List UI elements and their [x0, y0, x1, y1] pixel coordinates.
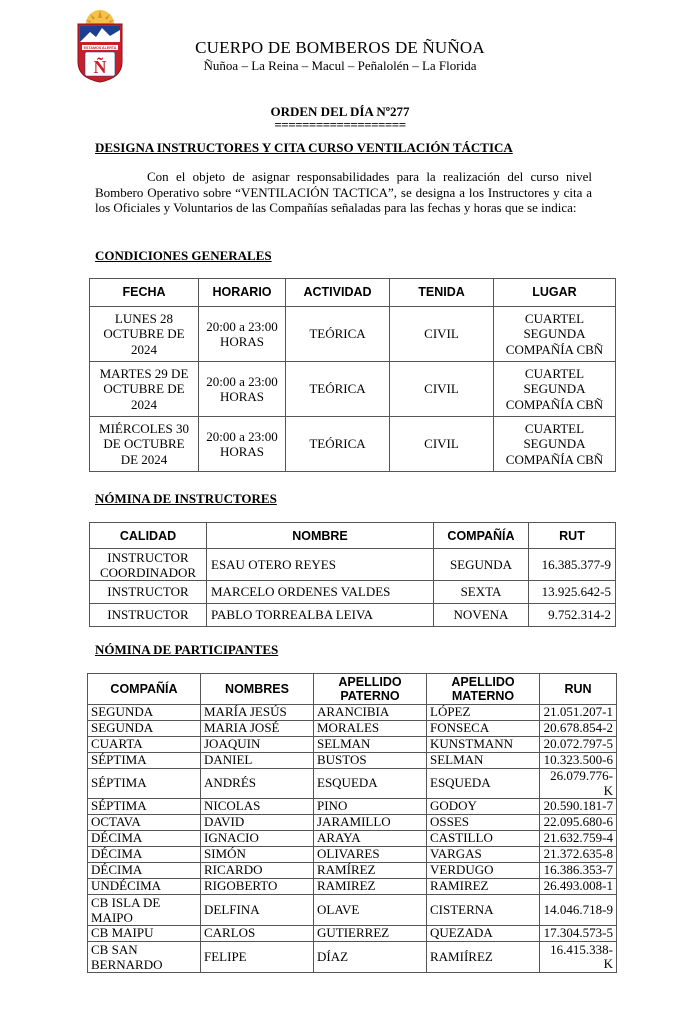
cell-compania: SEGUNDA	[434, 549, 529, 581]
cell-actividad: TEÓRICA	[286, 362, 390, 417]
cell-lugar: CUARTEL SEGUNDA COMPAÑÍA CBÑ	[494, 417, 616, 472]
cell-apellido-materno: SELMAN	[427, 753, 540, 769]
order-rule: ===================	[274, 117, 406, 132]
cell-compania: CB MAIPU	[88, 926, 201, 942]
cell-lugar: CUARTEL SEGUNDA COMPAÑÍA CBÑ	[494, 362, 616, 417]
conditions-heading: CONDICIONES GENERALES	[95, 248, 272, 263]
participants-table	[87, 673, 617, 973]
col-tenida: TENIDA	[390, 279, 494, 307]
cell-nombre: MARCELO ORDENES VALDES	[207, 581, 434, 604]
cell-horario: 20:00 a 23:00 HORAS	[199, 417, 286, 472]
cell-calidad: INSTRUCTOR COORDINADOR	[90, 549, 207, 581]
cell-run: 22.095.680-6	[540, 815, 617, 831]
table-row	[88, 721, 617, 737]
cell-compania: DÉCIMA	[88, 847, 201, 863]
cell-apellido-materno: VARGAS	[427, 847, 540, 863]
cell-apellido-paterno: MORALES	[314, 721, 427, 737]
table-row	[88, 799, 617, 815]
cell-nombres: DAVID	[201, 815, 314, 831]
cell-run: 14.046.718-9	[540, 895, 617, 926]
participants-body	[88, 705, 617, 973]
cell-compania: UNDÉCIMA	[88, 879, 201, 895]
table-header-row	[90, 523, 616, 549]
cell-apellido-paterno: OLAVE	[314, 895, 427, 926]
cell-calidad: INSTRUCTOR	[90, 581, 207, 604]
col-run: RUN	[540, 674, 617, 705]
table-row	[88, 705, 617, 721]
cell-apellido-paterno: ARANCIBIA	[314, 705, 427, 721]
cell-apellido-paterno: JARAMILLO	[314, 815, 427, 831]
cell-apellido-paterno: ARAYA	[314, 831, 427, 847]
cell-apellido-materno: RAMIREZ	[427, 879, 540, 895]
cell-run: 20.072.797-5	[540, 737, 617, 753]
cell-horario: 20:00 a 23:00 HORAS	[199, 307, 286, 362]
cell-nombres: IGNACIO	[201, 831, 314, 847]
cell-tenida: CIVIL	[390, 362, 494, 417]
cell-run: 20.590.181-7	[540, 799, 617, 815]
cell-rut: 9.752.314-2	[529, 604, 616, 627]
cell-apellido-paterno: RAMIREZ	[314, 879, 427, 895]
cell-apellido-materno: FONSECA	[427, 721, 540, 737]
table-row	[88, 863, 617, 879]
cell-nombre: PABLO TORREALBA LEIVA	[207, 604, 434, 627]
subject-heading: DESIGNA INSTRUCTORES Y CITA CURSO VENTILACIÓN TÁCTICA	[95, 140, 513, 155]
cell-actividad: TEÓRICA	[286, 307, 390, 362]
instructors-heading: NÓMINA DE INSTRUCTORES	[95, 491, 277, 506]
cell-run: 17.304.573-5	[540, 926, 617, 942]
cell-apellido-paterno: PINO	[314, 799, 427, 815]
cell-compania: SEGUNDA	[88, 705, 201, 721]
cell-nombres: FELIPE	[201, 942, 314, 973]
table-row	[88, 847, 617, 863]
cell-run: 21.051.207-1	[540, 705, 617, 721]
cell-compania: DÉCIMA	[88, 831, 201, 847]
cell-calidad: INSTRUCTOR	[90, 604, 207, 627]
col-rut: RUT	[529, 523, 616, 549]
cell-apellido-paterno: DÍAZ	[314, 942, 427, 973]
cell-fecha: LUNES 28 OCTUBRE DE 2024	[90, 307, 199, 362]
org-communes: Ñuñoa – La Reina – Macul – Peñalolén – La Florida	[203, 58, 477, 73]
cell-apellido-materno: CASTILLO	[427, 831, 540, 847]
col-fecha: FECHA	[90, 279, 199, 307]
cell-run: 26.079.776-K	[540, 769, 617, 799]
cell-compania: SÉPTIMA	[88, 753, 201, 769]
table-row	[90, 362, 616, 417]
cell-apellido-paterno: GUTIERREZ	[314, 926, 427, 942]
cell-apellido-materno: LÓPEZ	[427, 705, 540, 721]
cell-horario: 20:00 a 23:00 HORAS	[199, 362, 286, 417]
cell-nombres: RIGOBERTO	[201, 879, 314, 895]
cell-fecha: MIÉRCOLES 30 DE OCTUBRE DE 2024	[90, 417, 199, 472]
table-row	[90, 307, 616, 362]
cell-run: 16.415.338-K	[540, 942, 617, 973]
cell-apellido-materno: CISTERNA	[427, 895, 540, 926]
cell-nombres: CARLOS	[201, 926, 314, 942]
cell-compania: SÉPTIMA	[88, 799, 201, 815]
table-row	[88, 895, 617, 926]
cell-nombres: ANDRÉS	[201, 769, 314, 799]
cell-run: 21.372.635-8	[540, 847, 617, 863]
cell-nombres: SIMÓN	[201, 847, 314, 863]
cell-run: 21.632.759-4	[540, 831, 617, 847]
logo-letter: Ñ	[93, 57, 107, 77]
cell-run: 10.323.500-6	[540, 753, 617, 769]
col-apellido-materno: APELLIDO MATERNO	[427, 674, 540, 705]
cell-rut: 13.925.642-5	[529, 581, 616, 604]
cell-nombre: ESAU OTERO REYES	[207, 549, 434, 581]
col-horario: HORARIO	[199, 279, 286, 307]
cell-run: 20.678.854-2	[540, 721, 617, 737]
table-row	[88, 879, 617, 895]
table-row	[90, 581, 616, 604]
cell-apellido-paterno: BUSTOS	[314, 753, 427, 769]
cell-run: 16.386.353-7	[540, 863, 617, 879]
cell-compania: OCTAVA	[88, 815, 201, 831]
table-row	[88, 753, 617, 769]
cell-compania: NOVENA	[434, 604, 529, 627]
cell-apellido-paterno: SELMAN	[314, 737, 427, 753]
cell-compania: CUARTA	[88, 737, 201, 753]
cell-apellido-materno: RAMIÍREZ	[427, 942, 540, 973]
cell-actividad: TEÓRICA	[286, 417, 390, 472]
col-nombre: NOMBRE	[207, 523, 434, 549]
cell-compania: SEXTA	[434, 581, 529, 604]
cell-fecha: MARTES 29 DE OCTUBRE DE 2024	[90, 362, 199, 417]
table-row	[90, 604, 616, 627]
cell-nombres: JOAQUIN	[201, 737, 314, 753]
cell-compania: CB SAN BERNARDO	[88, 942, 201, 973]
cell-apellido-paterno: RAMÍREZ	[314, 863, 427, 879]
cell-tenida: CIVIL	[390, 307, 494, 362]
cell-nombres: RICARDO	[201, 863, 314, 879]
table-header-row	[88, 674, 617, 705]
cell-compania: SÉPTIMA	[88, 769, 201, 799]
table-row	[88, 737, 617, 753]
cell-rut: 16.385.377-9	[529, 549, 616, 581]
cell-lugar: CUARTEL SEGUNDA COMPAÑÍA CBÑ	[494, 307, 616, 362]
sun-rays-icon	[85, 10, 115, 24]
col-nombres: NOMBRES	[201, 674, 314, 705]
bomberos-nunoa-logo	[76, 4, 124, 84]
conditions-table	[89, 278, 616, 472]
table-row	[90, 549, 616, 581]
cell-compania: DÉCIMA	[88, 863, 201, 879]
cell-run: 26.493.008-1	[540, 879, 617, 895]
cell-apellido-paterno: OLIVARES	[314, 847, 427, 863]
cell-apellido-materno: OSSES	[427, 815, 540, 831]
col-compania: COMPAÑÍA	[88, 674, 201, 705]
table-row	[88, 942, 617, 973]
cell-apellido-materno: ESQUEDA	[427, 769, 540, 799]
org-name: CUERPO DE BOMBEROS DE ÑUÑOA	[195, 38, 485, 57]
order-title: ORDEN DEL DÍA Nº277	[270, 104, 410, 119]
table-row	[88, 769, 617, 799]
table-row	[88, 926, 617, 942]
instructors-table	[89, 522, 616, 627]
cell-nombres: MARÍA JESÚS	[201, 705, 314, 721]
col-compania: COMPAÑÍA	[434, 523, 529, 549]
col-actividad: ACTIVIDAD	[286, 279, 390, 307]
col-apellido-paterno: APELLIDO PATERNO	[314, 674, 427, 705]
table-header-row	[90, 279, 616, 307]
col-calidad: CALIDAD	[90, 523, 207, 549]
cell-nombres: DELFINA	[201, 895, 314, 926]
participants-heading: NÓMINA DE PARTICIPANTES	[95, 642, 279, 657]
cell-compania: CB ISLA DE MAIPO	[88, 895, 201, 926]
cell-apellido-materno: QUEZADA	[427, 926, 540, 942]
table-row	[90, 417, 616, 472]
cell-apellido-paterno: ESQUEDA	[314, 769, 427, 799]
intro-paragraph: Con el objeto de asignar responsabilidades para la realización del curso nivel Bombero Operativo sobre “VENTILACIÓN TACTICA”, se designa a los Instructores y cita a los Oficiales y Voluntarios de las Compañías señaladas para las fechas y horas que se indica:	[95, 169, 592, 215]
cell-apellido-materno: VERDUGO	[427, 863, 540, 879]
cell-tenida: CIVIL	[390, 417, 494, 472]
cell-nombres: NICOLAS	[201, 799, 314, 815]
table-row	[88, 831, 617, 847]
logo-motto: ESTAMOS ALERTA	[83, 46, 117, 50]
table-row	[88, 815, 617, 831]
cell-apellido-materno: GODOY	[427, 799, 540, 815]
letterhead	[140, 38, 540, 74]
cell-nombres: DANIEL	[201, 753, 314, 769]
cell-compania: SEGUNDA	[88, 721, 201, 737]
col-lugar: LUGAR	[494, 279, 616, 307]
cell-apellido-materno: KUNSTMANN	[427, 737, 540, 753]
cell-nombres: MARIA JOSÉ	[201, 721, 314, 737]
